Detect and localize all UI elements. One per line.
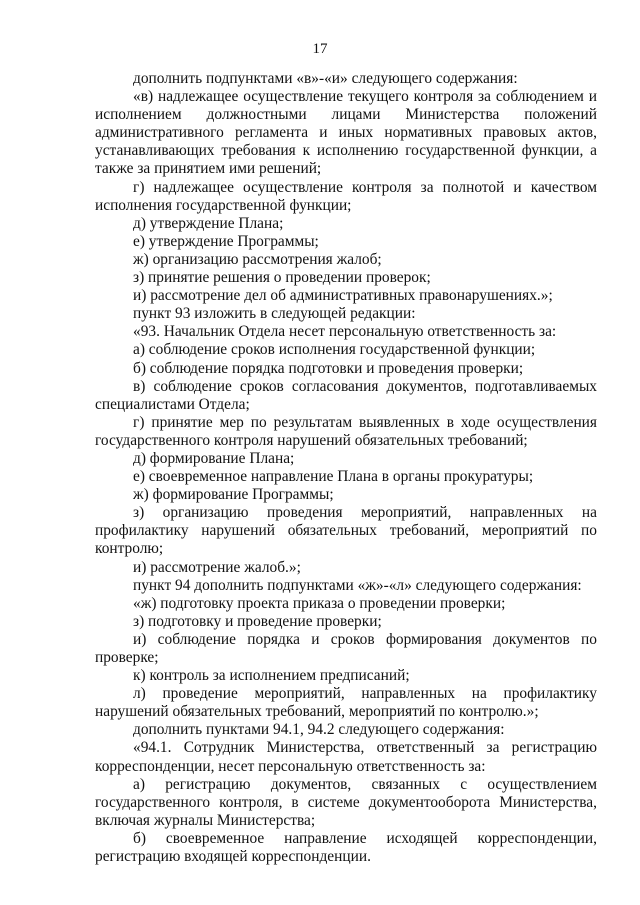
- paragraph-point-93-intro: пункт 93 изложить в следующей редакции:: [133, 305, 416, 323]
- paragraph-intro-amend-93: дополнить подпунктами «в»-«и» следующего содержания:: [133, 70, 518, 87]
- paragraph-item-v: «в) надлежащее осуществление текущего контроля за соблюдением и исполнением должностными лицами Министерства положений административного регламента и иных нормативных правовых актов, устанавливающих требования к исполнению государственной функции, а также за принятием ими решений;: [95, 88, 597, 178]
- paragraph-item-zh: ж) организацию рассмотрения жалоб;: [133, 250, 382, 268]
- paragraph-94-1-b: б) своевременное направление исходящей корреспонденции, регистрацию входящей корреспонденции.: [95, 829, 597, 866]
- paragraph-94-1-a: а) регистрацию документов, связанных с осуществлением государственного контроля, в системе документооборота Министерства, включая журналы Министерства;: [95, 775, 597, 829]
- paragraph-item-i: и) рассмотрение дел об административных правонарушениях.»;: [133, 287, 553, 305]
- paragraph-93-e: е) своевременное направление Плана в органы прокуратуры;: [133, 468, 534, 486]
- document-body: [95, 70, 597, 866]
- paragraph-93-b: б) соблюдение порядка подготовки и проведения проверки;: [133, 359, 524, 377]
- paragraph-94-z: з) подготовку и проведение проверки;: [133, 612, 382, 630]
- paragraph-93-z: з) организацию проведения мероприятий, направленных на профилактику нарушений обязательных требований, мероприятий по контролю;: [95, 504, 597, 558]
- paragraph-94-zh: «ж) подготовку проекта приказа о проведении проверки;: [133, 594, 506, 612]
- paragraph-93-g: г) принятие мер по результатам выявленных в ходе осуществления государственного контроля нарушений обязательных требований;: [95, 413, 597, 449]
- paragraph-94-l: л) проведение мероприятий, направленных на профилактику нарушений обязательных требований, мероприятий по контролю.»;: [95, 685, 597, 721]
- paragraph-93-d: д) формирование Плана;: [133, 449, 295, 467]
- paragraph-points-94-1-94-2-intro: дополнить пунктами 94.1, 94.2 следующего содержания:: [133, 721, 505, 739]
- paragraph-93-v: в) соблюдение сроков согласования документов, подготавливаемых специалистами Отдела;: [95, 377, 597, 413]
- paragraph-93-i: и) рассмотрение жалоб.»;: [133, 558, 301, 576]
- page-number: 17: [312, 41, 328, 57]
- paragraph-93-zh: ж) формирование Программы;: [133, 486, 334, 504]
- paragraph-93-a: а) соблюдение сроков исполнения государственной функции;: [133, 341, 536, 359]
- paragraph-point-94-intro: пункт 94 дополнить подпунктами «ж»-«л» следующего содержания:: [133, 576, 582, 594]
- paragraph-94-k: к) контроль за исполнением предписаний;: [133, 667, 410, 685]
- paragraph-item-e: е) утверждение Программы;: [133, 232, 319, 250]
- paragraph-point-94-1: «94.1. Сотрудник Министерства, ответственный за регистрацию корреспонденции, несет персональную ответственность за:: [95, 739, 597, 775]
- paragraph-item-g: г) надлежащее осуществление контроля за полнотой и качеством исполнения государственной функции;: [95, 178, 597, 214]
- paragraph-item-z: з) принятие решения о проведении проверок;: [133, 269, 431, 287]
- paragraph-item-d: д) утверждение Плана;: [133, 214, 284, 232]
- paragraph-point-93: «93. Начальник Отдела несет персональную ответственность за:: [133, 323, 557, 341]
- paragraph-94-i: и) соблюдение порядка и сроков формирования документов по проверке;: [95, 630, 597, 666]
